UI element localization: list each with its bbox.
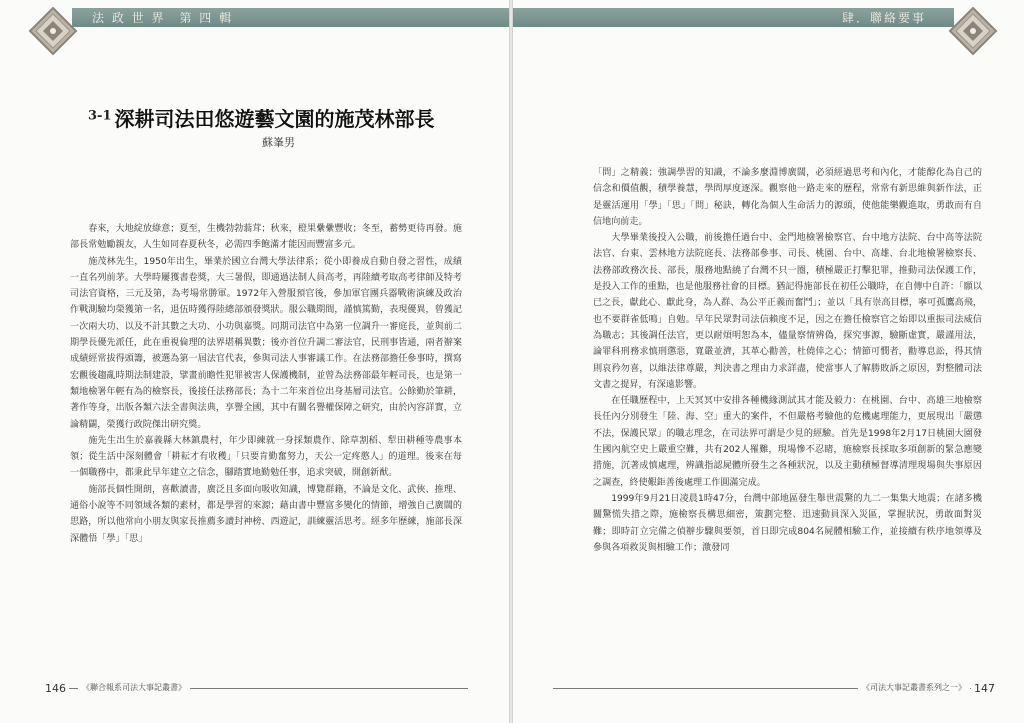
running-header: 肆．聯絡要事 xyxy=(841,11,926,25)
paragraph: 1999年9月21日凌晨1時47分，台灣中部地區發生舉世震驚的九二一集集大地震；在諸多機關驚慌失措之際，施檢察長構思細密，策劃完整、迅速動員深入災區，掌握狀況，勇敢面對災難；即時訂立完備之偵辦步驟與要領，首日即完成804名屍體相驗工作，並接續有秩序地領導及參與各項救災與相驗工作；激發同 xyxy=(593,493,982,553)
paragraph: 「問」之精義；強調學習的知識，不論多麼淵博廣闊，必須經過思考和內化，才能醇化為自己的信念和價值觀，積學養慧，學問厚度逐深。觀察他一路走來的歷程，常常有新思維與新作法，正是靈活運用「學」「思」「問」秘訣，轉化為個人生命活力的源頭，使他能樂觀進取，勇敢而有自信地向前走。 xyxy=(593,168,982,227)
author-name: 蘇峯男 xyxy=(262,136,295,149)
running-header: 法 政 世 界 第 四 輯 xyxy=(92,11,234,25)
page-number: 147 xyxy=(971,682,998,695)
paragraph: 施茂林先生，1950年出生，畢業於國立台灣大學法律系；從小即養成自動自發之習性，成績一直名列前茅。大學時屢獲書卷獎，大三暑假，即通過法制人員高考，再陸續考取高考律師及特考司法官資格，三元及第，為考場常勝軍。1972年入營服預官後，參加軍官團兵器戰術演練及政治作戰測驗均榮獲第一名，退伍時獲得陸總部頒發獎狀。服公職期間，謹慎篤勤，表現優異，曾獲記一次兩大功、以及不計其數之大功、小功與嘉獎。同期司法官中為第一位調升一審庭長，並與前二期學長優先派任，此在重視倫理的法界堪稱異數；後亦首位升調二審法官，民刑事皆通，兩者辦案成績經常拔得頭籌，被選為第一屆法官代表，參與司法人事審議工作。在法務部擔任參事時，撰寫宏觀後趨亂時期法制建設，擘畫前瞻性犯罪被害人保護機制，並曾為法務部最年輕司長，也是第一類地檢署年輕有為的檢察長，後接任法務部長；為十二年來首位出身基層司法官。公餘勤於筆耕，著作等身，出版各類六法全書與法典，享譽全國，其中有關名譽權保障之研究，由於內容詳實，立論精闢，榮獲行政院傑出研究獎。 xyxy=(70,256,462,430)
diamond-emblem-icon xyxy=(28,6,78,56)
right-page xyxy=(513,0,1024,723)
chapter-number: 3-1 xyxy=(88,108,112,124)
page-number: 146 xyxy=(42,682,69,695)
diamond-emblem-icon xyxy=(948,6,998,56)
paragraph: 大學畢業後投入公職，前後擔任過台中、金門地檢署檢察官、台中地方法院、台中高等法院法官、台東、雲林地方法院庭長、法務部參事、司長、桃園、台中、高雄、台北地檢署檢察長、法務部政務次長、部長，服務地點繞了台灣不只一圈，積極嚴正打擊犯罪，推動司法保護工作，是投入工作的重點，也是他服務社會的目標。猶記得施部長在初任公職時，在自傳中自許：「願以已之長，獻此心、獻此身，為人群、為公平正義而奮鬥」；並以「具有崇高目標，寧可孤鷹高飛，也不要群雀低鳴」自勉。早年民眾對司法信賴度不足，因之在擔任檢察官之始即以重振司法威信為職志；其後調任法官，更以耐煩明恕為本，儘量察情辨偽，探究事源，驗斷虛實，嚴謹用法，論罪科刑務求慎刑懲惡，寬嚴並濟，其革心勸善，杜僥倖之心；情節可憫者，勸導息訟，得其情則哀矜勿喜，以維法律尊嚴，判決書之理由力求詳盡，使當事人了解勝敗訴之原因，對整體司法文書之提昇，有深遠影響。 xyxy=(593,233,982,390)
paragraph: 施先生出生於嘉義縣大林鎮農村，年少即練就一身採類農作、除草割稻、犁田耕種等農事本領；從生活中深刻體會「耕耘才有收穫」「只要肯勤奮努力，天公一定疼憨人」的道理。後來在每一個職務中，都秉此早年建立之信念，腳踏實地勤勉任事，追求突破，開創新猷。 xyxy=(70,435,462,479)
footer-caption: 《聯合報系司法大事記叢書》 xyxy=(78,682,190,693)
left-page xyxy=(0,0,509,723)
article-title: 深耕司法田悠遊藝文園的施茂林部長 xyxy=(114,107,435,131)
paragraph: 春來，大地綻放綠意；夏至，生機勃勃蓊茸；秋來，橙果纍纍豐收；冬至，蓄勢更待再發。施部長常勉勵親友，人生如同春夏秋冬，必需四季飽滿才能因而豐富多元。 xyxy=(70,224,462,251)
body-text xyxy=(70,221,462,547)
body-text xyxy=(593,165,982,556)
paragraph: 在任職歷程中，上天冥冥中安排各種機緣測試其才能及毅力：在桃園、台中、高雄三地檢察長任內分別發生「陸、海、空」重大的案件，不但嚴格考驗他的危機處理能力，更展現出「嚴懲不法，保護民眾」的職志理念，在司法界可謂是少見的經驗。首先是1998年2月17日桃園大園發生國內航空史上嚴重空難，共有202人罹難，現場慘不忍睹，施檢察長採取多項創新的緊急應變措施，沉著成慎處理，辨識指認屍體所發生之各種狀況，以及主動積極督導清理現場與失事原因之調查，終使艱鉅善後處理工作圓滿完成。 xyxy=(593,396,982,488)
article-heading xyxy=(88,103,488,132)
paragraph: 施部長個性開朗，喜歡讀書，廣泛且多面向吸收知識，博覽群籍，不論是文化、武俠、推理、通俗小說等不同領域各類的素材，都是學習的來源；藉由書中豐富多變化的情節，增強自己廣闊的思路，所以他常向小朋友與家長推薦多讀封神榜、西遊記，訓練靈活思考。經多年歷練，施部長深深體悟「學」「思」 xyxy=(70,484,462,544)
footer-caption: 《司法大事記叢書系列之一》 xyxy=(858,682,970,693)
